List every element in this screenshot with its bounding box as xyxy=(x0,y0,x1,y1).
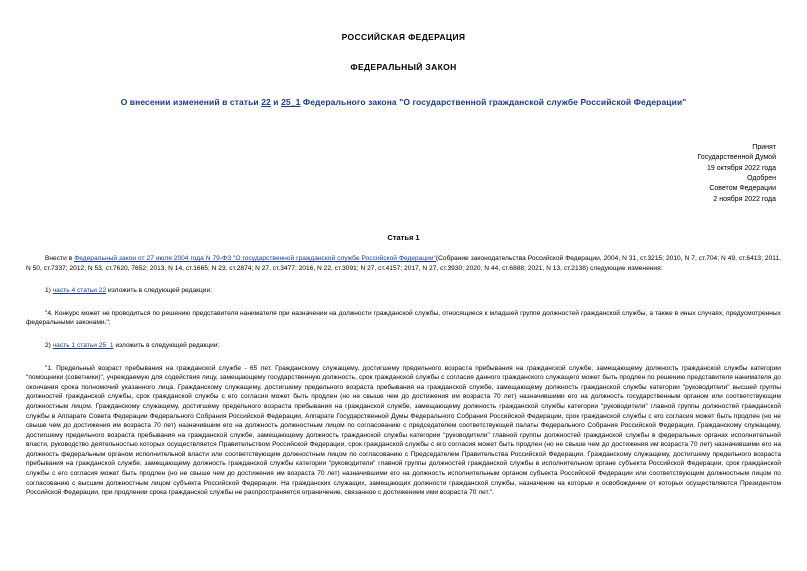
federal-law-79fz-link[interactable]: Федеральный закон от 27 июля 2004 года N 79-ФЗ "О государственной гражданской службе Российской Федерации" xyxy=(74,254,436,262)
amendment-1-number: 1) xyxy=(45,287,53,295)
amendment-2-number: 2) xyxy=(45,341,53,349)
subject-suffix: Федерального закона "О государственной гражданской службе Российской Федерации" xyxy=(300,97,687,107)
page-title: РОССИЙСКАЯ ФЕДЕРАЦИЯ xyxy=(341,32,466,42)
accepted-date: 19 октября 2022 года xyxy=(707,164,776,172)
amendment-2-tail: изложить в следующей редакции: xyxy=(113,341,220,349)
article-heading: Статья 1 xyxy=(387,232,420,242)
accepted-body: Государственной Думой xyxy=(697,154,776,162)
intro-citation: (Собрание законодательства Российской Федерации, 2004, N 31, ст.3215; 2010, N 7, ст.704; N 49, ст.6413; 2011, N 50, ст.7337; 2012, N 53, ст.7620, 7652; 2013, N 14, ст.1665; N 23, ст.2874; N 27, ст.3477; 2016, N 22, ст.3091; N 27, ст.4157; 2017, N 27, ст.3930; 2020, N 44, ст.6888; 2021, N 13, ст.2138) следующие изменения: xyxy=(26,254,781,272)
document-type-heading: ФЕДЕРАЛЬНЫЙ ЗАКОН xyxy=(350,61,457,72)
subject-conjunction: и xyxy=(270,97,282,107)
approved-body: Советом Федерации xyxy=(709,185,776,193)
article-25-1-link[interactable]: 25_1 xyxy=(281,97,301,107)
amendment-2-link[interactable]: часть 1 статьи 25_1 xyxy=(52,341,114,349)
accepted-label: Принят xyxy=(752,144,776,152)
subject-prefix: О внесении изменений в статьи xyxy=(120,97,262,107)
intro-paragraph xyxy=(26,254,781,273)
document-subject-heading xyxy=(26,97,781,107)
adoption-block xyxy=(26,143,781,205)
document-title-block xyxy=(26,0,781,71)
article-22-link[interactable]: 22 xyxy=(261,97,271,107)
amendment-2-quote: "1. Предельный возраст пребывания на гражданской службе - 65 лет. Гражданскому служащему, достигшему предельного возраста пребывания на гражданской службе, замещающему должность гражданской службы категории "помощники (советники)", учреждаемую для содействия лицу, замещающему государственную должность, срок гражданской службы с согласия данного гражданского служащего может быть продлен по решению представителя нанимателя до окончания срока полномочий указанного лица. Гражданскому служащему, достигшему предельного возраста пребывания на гражданской службе, замещающему должность гражданской службы категории "руководители" высшей группы должностей гражданской службы, срок гражданской службы с его согласия может быть продлен (но не свыше чем до достижения им возраста 70 лет) назначившими его на должность государственным органом или соответствующим должностным лицом. Гражданскому служащему, достигшему предельного возраста пребывания на гражданской службе, замещающему должность гражданской службы категории "руководители" главной группы должностей гражданской службы в Аппарате Совета Федерации Федерального Собрания Российской Федерации, Аппарате Государственной Думы Федерального Собрания Российской Федерации, срок гражданской службы с его согласия может быть продлен (но не свыше чем до достижения им возраста 70 лет) назначившим его на должность должностным лицом по согласованию с председателем соответствующей палаты Федерального Собрания Российской Федерации. Гражданскому служащему, достигшему предельного возраста пребывания на гражданской службе, замещающему должность гражданской службы категории "руководители" главной группы должностей гражданской службы в федеральных органах исполнительной власти, руководство деятельностью которых осуществляется Правительством Российской Федерации, срок гражданской службы с его согласия может быть продлен (но не свыше чем до достижения им возраста 70 лет) назначившими его на должность федеральным органом исполнительной власти или соответствующим должностным лицом по согласованию с Председателем Правительства Российской Федерации. Гражданскому служащему, достигшему предельного возраста пребывания на гражданской службе, замещающему должность гражданской службы категории "руководители" главной группы должностей гражданской службы в исполнительном органе субъекта Российской Федерации, срок гражданской службы с его согласия может быть продлен (но не свыше чем до достижения им возраста 70 лет) назначившими его на должность исполнительным органом субъекта Российской Федерации или соответствующим должностным лицом по согласованию с высшим должностным лицом субъекта Российской Федерации. На гражданских служащих, замещающих должности гражданской службы, назначение на которые и освобождение от которых осуществляются Президентом Российской Федерации, при продлении срока гражданской службы не распространяется ограничение, связанное с достижением ими возраста 70 лет.". xyxy=(26,364,781,497)
amendment-1-quote: "4. Конкурс может не проводиться по решению представителя нанимателя при назначении на должности гражданской службы, относящиеся к младшей группе должностей гражданской службы, а также в иных случаях, предусмотренных федеральными законами."; xyxy=(26,309,781,327)
amendment-item-1 xyxy=(26,286,781,296)
approved-label: Одобрен xyxy=(747,175,776,183)
approved-date: 2 ноября 2022 года xyxy=(713,195,776,203)
amendment-1-tail: изложить в следующей редакции: xyxy=(106,287,213,295)
amendment-1-link[interactable]: часть 4 статьи 22 xyxy=(52,287,107,295)
intro-lead: Внести в xyxy=(45,254,75,262)
amendment-item-2 xyxy=(26,341,781,351)
